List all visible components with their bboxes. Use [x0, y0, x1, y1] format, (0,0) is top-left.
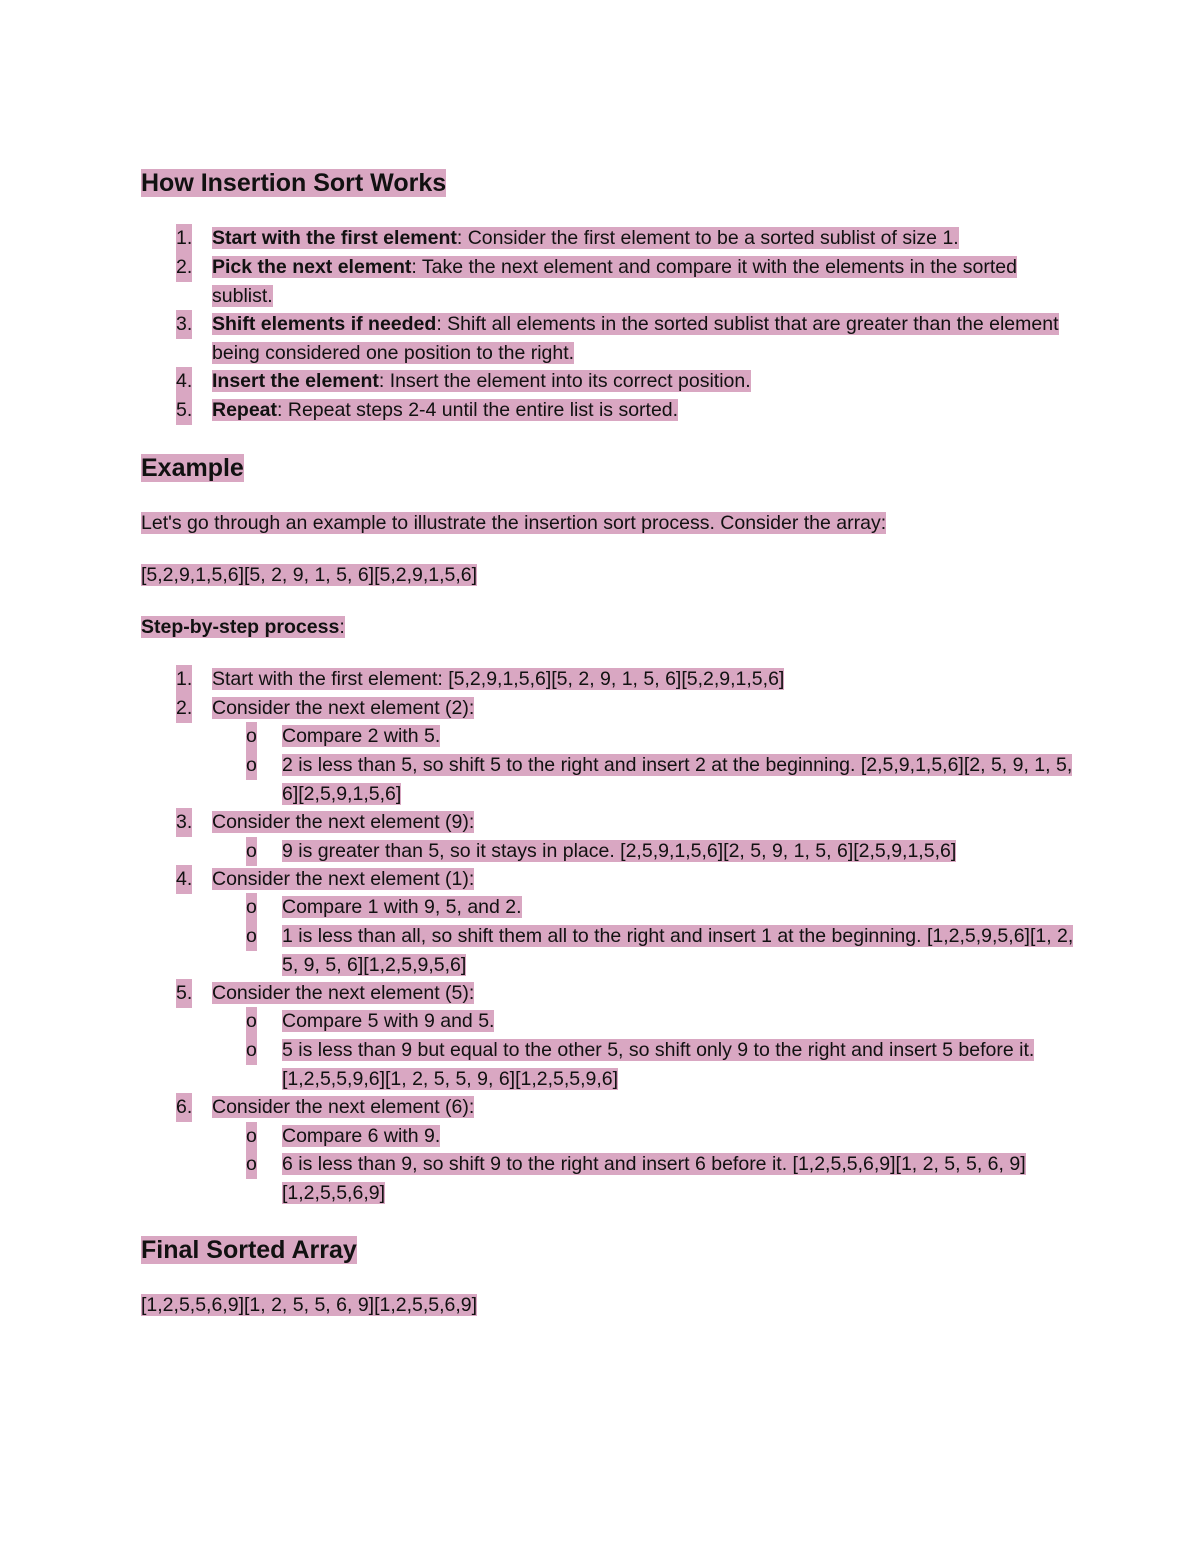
step-title: Insert the element — [212, 370, 379, 392]
step-title: Pick the next element — [212, 256, 412, 278]
section-heading-how-it-works: How Insertion Sort Works — [141, 169, 447, 197]
bullet-circle-icon: o — [246, 1122, 257, 1151]
list-number: 5. — [176, 396, 192, 425]
list-item — [176, 979, 1076, 1008]
bullet-circle-icon: o — [246, 722, 257, 751]
step-text: : Shift all elements in the sorted sublist that are greater than the element being considered one position to the right. — [212, 313, 1059, 364]
sub-list-item: o 6 is less than 9, so shift 9 to the right and insert 6 before it. [1,2,5,5,6,9][1, 2, 5, 5, 6, 9][1,2,5,5,6,9] — [246, 1150, 1086, 1207]
list-number: 1. — [176, 224, 192, 253]
step-title: Shift elements if needed — [212, 313, 437, 335]
step-text: Start with the first element: [5,2,9,1,5,6][5, 2, 9, 1, 5, 6][5,2,9,1,5,6] — [212, 668, 785, 690]
step-text: Consider the next element (9): — [212, 811, 475, 833]
list-number: 6. — [176, 1093, 192, 1122]
list-number: 4. — [176, 367, 192, 396]
list-number: 3. — [176, 808, 192, 837]
list-item — [176, 253, 1076, 310]
bullet-circle-icon: o — [246, 1007, 257, 1036]
list-item — [176, 808, 1076, 837]
list-number: 3. — [176, 310, 192, 339]
step-text: : Take the next element and compare it with the elements in the sorted sublist. — [212, 256, 1017, 307]
bullet-circle-icon: o — [246, 1150, 257, 1179]
sub-list-item: o Compare 2 with 5. — [246, 722, 1086, 751]
list-number: 4. — [176, 865, 192, 894]
bullet-circle-icon: o — [246, 751, 257, 780]
list-number: 2. — [176, 253, 192, 282]
step-text: Consider the next element (6): — [212, 1096, 475, 1118]
list-item — [176, 694, 1076, 723]
step-text: : Repeat steps 2-4 until the entire list is sorted. — [277, 399, 679, 421]
bullet-circle-icon: o — [246, 893, 257, 922]
sub-list-item: o 9 is greater than 5, so it stays in place. [2,5,9,1,5,6][2, 5, 9, 1, 5, 6][2,5,9,1,5,6] — [246, 837, 1086, 866]
step-text: Consider the next element (5): — [212, 982, 475, 1004]
section-heading-example: Example — [141, 454, 244, 482]
list-number: 1. — [176, 665, 192, 694]
bullet-circle-icon: o — [246, 837, 257, 866]
section-heading-final: Final Sorted Array — [141, 1236, 357, 1264]
sub-list-item: o 2 is less than 5, so shift 5 to the right and insert 2 at the beginning. [2,5,9,1,5,6][2, 5, 9, 1, 5, 6][2,5,9,1,5,6] — [246, 751, 1086, 808]
step-title: Repeat — [212, 399, 278, 421]
sub-list-item: o 5 is less than 9 but equal to the other 5, so shift only 9 to the right and insert 5 before it. [1,2,5,5,9,6][1, 2, 5, 5, 9, 6][1,2,5,5,9,6] — [246, 1036, 1086, 1093]
process-label: Step-by-step process: — [141, 616, 345, 638]
example-intro: Let's go through an example to illustrate the insertion sort process. Consider the array: — [141, 512, 887, 534]
example-array: [5,2,9,1,5,6][5, 2, 9, 1, 5, 6][5,2,9,1,5,6] — [141, 564, 478, 586]
sub-list-item: o Compare 1 with 9, 5, and 2. — [246, 893, 1086, 922]
list-number: 2. — [176, 694, 192, 723]
sub-list-item: o Compare 6 with 9. — [246, 1122, 1086, 1151]
list-number: 5. — [176, 979, 192, 1008]
final-array: [1,2,5,5,6,9][1, 2, 5, 5, 6, 9][1,2,5,5,6,9] — [141, 1294, 478, 1316]
list-item — [176, 310, 1076, 367]
step-title: Start with the first element — [212, 227, 457, 249]
bullet-circle-icon: o — [246, 922, 257, 951]
sub-list-item: o 1 is less than all, so shift them all to the right and insert 1 at the beginning. [1,2,5,9,5,6][1, 2, 5, 9, 5, 6][1,2,5,9,5,6] — [246, 922, 1086, 979]
step-text: Consider the next element (1): — [212, 868, 475, 890]
sub-list-item: o Compare 5 with 9 and 5. — [246, 1007, 1086, 1036]
list-item — [176, 865, 1076, 894]
list-item — [176, 665, 1076, 694]
step-text: : Consider the first element to be a sorted sublist of size 1. — [456, 227, 959, 249]
list-item — [176, 224, 1076, 253]
list-item — [176, 367, 1076, 396]
list-item — [176, 396, 1076, 425]
list-item — [176, 1093, 1076, 1122]
step-text: : Insert the element into its correct position. — [378, 370, 751, 392]
bullet-circle-icon: o — [246, 1036, 257, 1065]
step-text: Consider the next element (2): — [212, 697, 475, 719]
